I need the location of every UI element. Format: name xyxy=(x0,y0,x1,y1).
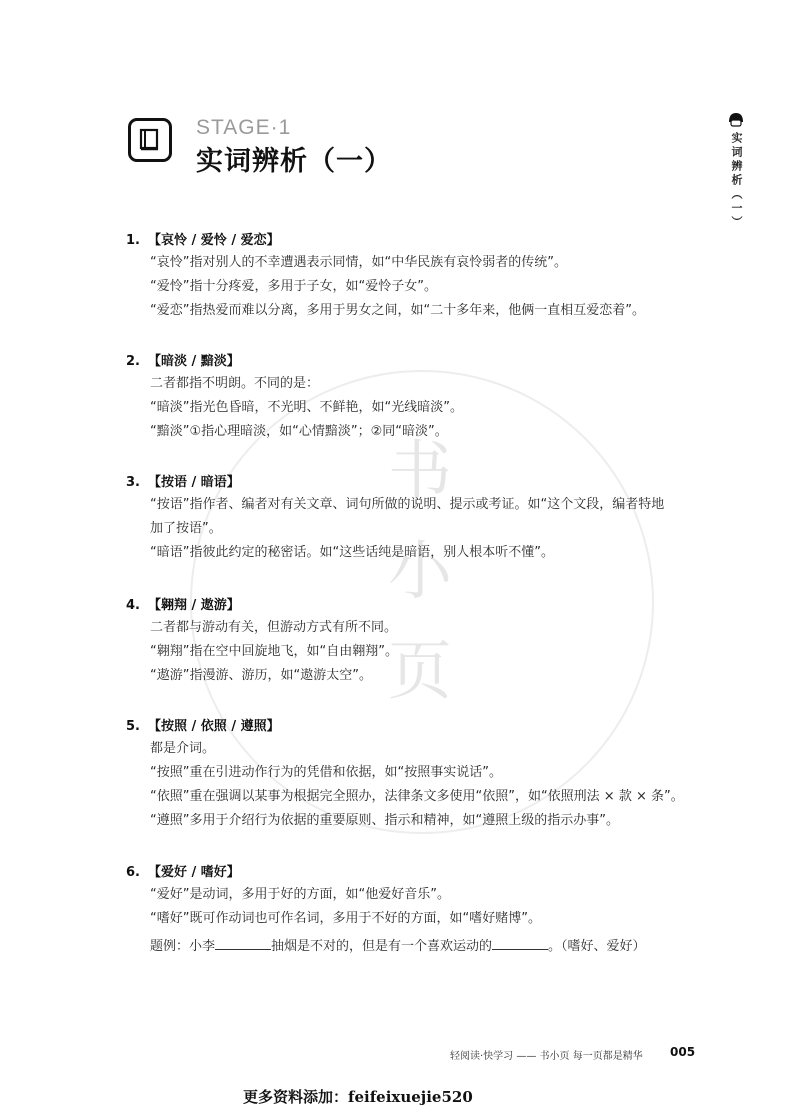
entry-line: “哀怜”指对别人的不幸遭遇表示同情，如“中华民族有哀怜弱者的传统”。 xyxy=(150,255,567,270)
entry-number: 5. xyxy=(126,719,140,734)
entry-number: 4. xyxy=(126,598,140,613)
entry-section xyxy=(126,231,716,323)
avatar-icon xyxy=(727,112,745,128)
footer-tagline: 轻阅读·快学习 —— 书小页 每一页都是精华 xyxy=(450,1051,643,1062)
stage-label: STAGE·1 xyxy=(196,116,292,139)
example-text: 题例：小李 xyxy=(150,939,216,954)
entry-title: 【翱翔 / 遨游】 xyxy=(148,598,240,613)
entry-line: “黯淡”①指心理暗淡，如“心情黯淡”；②同“暗淡”。 xyxy=(150,424,448,439)
entry-line: “爱怜”指十分疼爱，多用于子女，如“爱怜子女”。 xyxy=(150,279,437,294)
entry-heading xyxy=(126,352,716,372)
entry-line: “爱好”是动词，多用于好的方面，如“他爱好音乐”。 xyxy=(150,887,450,902)
entry-title: 【按语 / 暗语】 xyxy=(148,475,240,490)
entry-heading xyxy=(126,863,716,883)
entry-number: 3. xyxy=(126,475,140,490)
side-tab xyxy=(726,112,746,230)
side-tab-label: 实词辨析（一） xyxy=(730,132,743,230)
entry-section xyxy=(126,863,716,959)
entry-line: “暗语”指彼此约定的秘密话。如“这些话纯是暗语，别人根本听不懂”。 xyxy=(150,545,554,560)
entry-line: “遵照”多用于介绍行为依据的重要原则、指示和精神，如“遵照上级的指示办事”。 xyxy=(150,813,619,828)
entry-line: “爱恋”指热爱而难以分离，多用于男女之间，如“二十多年来，他俩一直相互爱恋着”。 xyxy=(150,303,645,318)
example-text: 。（嗜好、爱好） xyxy=(548,939,646,954)
fill-blank xyxy=(215,937,271,950)
entry-number: 6. xyxy=(126,865,140,880)
book-icon xyxy=(128,118,172,162)
page-number: 005 xyxy=(670,1045,696,1059)
entry-number: 1. xyxy=(126,233,140,248)
entry-heading xyxy=(126,473,716,493)
entry-title: 【暗淡 / 黯淡】 xyxy=(148,354,240,369)
example-question xyxy=(150,935,716,959)
entry-section xyxy=(126,596,716,688)
entry-title: 【爱好 / 嗜好】 xyxy=(148,865,240,880)
entry-heading xyxy=(126,231,716,251)
entry-line: “翱翔”指在空中回旋地飞，如“自由翱翔”。 xyxy=(150,644,398,659)
entry-line: 加了按语”。 xyxy=(150,521,222,536)
contact-note: 更多资料添加：feifeixuejie520 xyxy=(243,1088,473,1106)
entry-line: 都是介词。 xyxy=(150,741,216,756)
entry-line: 二者都与游动有关，但游动方式有所不同。 xyxy=(150,620,398,635)
entry-heading xyxy=(126,717,716,737)
watermark-char: 页 xyxy=(388,635,452,709)
entry-line: “按照”重在引进动作行为的凭借和依据，如“按照事实说话”。 xyxy=(150,765,502,780)
entry-line: “嗜好”既可作动词也可作名词，多用于不好的方面，如“嗜好赌博”。 xyxy=(150,911,541,926)
entry-section xyxy=(126,473,716,565)
entry-heading xyxy=(126,596,716,616)
entry-line: “暗淡”指光色昏暗，不光明、不鲜艳，如“光线暗淡”。 xyxy=(150,400,463,415)
page-title: 实词辨析（一） xyxy=(196,146,392,177)
example-text: 抽烟是不对的，但是有一个喜欢运动的 xyxy=(271,939,493,954)
entry-line: “按语”指作者、编者对有关文章、词句所做的说明、提示或考证。如“这个文段，编者特地 xyxy=(150,497,665,512)
entry-line: 二者都指不明朗。不同的是： xyxy=(150,376,320,391)
entry-line: “遨游”指漫游、游历，如“遨游太空”。 xyxy=(150,668,372,683)
entry-title: 【哀怜 / 爱怜 / 爱恋】 xyxy=(148,233,280,248)
watermark-char: 书 xyxy=(388,435,452,509)
entry-line: “依照”重在强调以某事为根据完全照办，法律条文多使用“依照”，如“依照刑法 × 款 × 条”。 xyxy=(150,789,684,804)
entry-number: 2. xyxy=(126,354,140,369)
entry-section xyxy=(126,352,716,444)
entry-title: 【按照 / 依照 / 遵照】 xyxy=(148,719,280,734)
entry-section xyxy=(126,717,716,833)
watermark-char: 小 xyxy=(388,535,452,609)
fill-blank xyxy=(492,937,548,950)
